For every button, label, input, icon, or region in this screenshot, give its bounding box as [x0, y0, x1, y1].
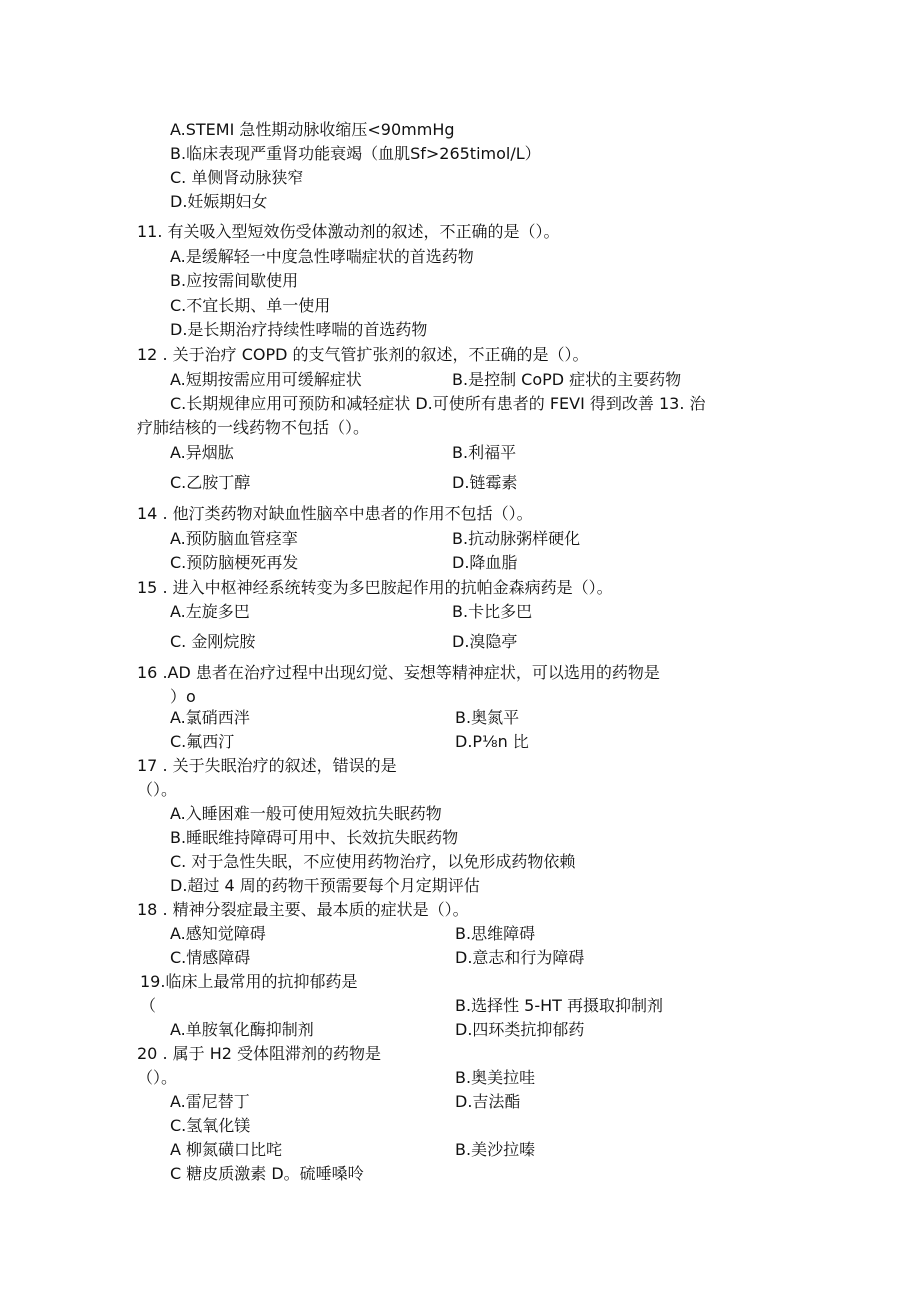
- option-line: A.入睡困难一般可使用短效抗失眠药物: [170, 804, 442, 823]
- option-line: C. 对于急性失眠，不应使用药物治疗，以免形成药物依赖: [170, 852, 576, 871]
- option-line: C 糖皮质激素 D。硫唾嗓呤: [170, 1164, 364, 1183]
- option-line: C.情感障碍: [170, 948, 251, 967]
- option-line: D.超过 4 周的药物干预需要每个月定期评估: [170, 876, 480, 895]
- option-line: D.是长期治疗持续性哮喘的首选药物: [170, 320, 428, 339]
- option-line: A.氯硝西泮: [170, 708, 250, 727]
- option-line: B.思维障碍: [455, 924, 536, 943]
- option-line: C.氢氧化镁: [170, 1116, 251, 1135]
- option-line: D.意志和行为障碍: [455, 948, 585, 967]
- option-line: C.乙胺丁醇: [170, 473, 251, 492]
- option-line: C. 单侧肾动脉狭窄: [170, 168, 304, 187]
- option-line: C.长期规律应用可预防和减轻症状 D.可使所有患者的 FEVI 得到改善 13. 治: [170, 394, 706, 413]
- question-line: （）。: [137, 780, 178, 799]
- option-line: C.预防脑梗死再发: [170, 553, 299, 572]
- option-line: B.美沙拉嗪: [455, 1140, 536, 1159]
- option-line: D.链霉素: [452, 473, 518, 492]
- option-line: B.抗动脉粥样硬化: [452, 529, 581, 548]
- option-line: D.吉法酯: [455, 1092, 521, 1111]
- option-line: C.氟西汀: [170, 732, 235, 751]
- option-line: B.奥美拉哇: [455, 1068, 536, 1087]
- option-line: A.异烟肱: [170, 443, 234, 462]
- option-line: A.预防脑血管痉挛: [170, 529, 298, 548]
- option-line: A.STEMI 急性期动脉收缩压<90mmHg: [170, 120, 455, 139]
- option-line: A.单胺氧化酶抑制剂: [170, 1020, 314, 1039]
- option-line: B.临床表现严重肾功能衰竭（血肌Sf>265timol/L）: [170, 144, 541, 163]
- option-line: A.感知觉障碍: [170, 924, 266, 943]
- option-line: A.雷尼替丁: [170, 1092, 250, 1111]
- option-line: B.是控制 CoPD 症状的主要药物: [452, 370, 682, 389]
- question-line: （: [140, 996, 157, 1015]
- option-line: D.妊娠期妇女: [170, 192, 268, 211]
- question-line: ）o: [170, 687, 196, 706]
- option-line: A.短期按需应用可缓解症状: [170, 370, 362, 389]
- option-line: D.降血脂: [452, 553, 518, 572]
- option-line: B.睡眠维持障碍可用中、长效抗失眠药物: [170, 828, 459, 847]
- option-line: A 柳氮磺口比咤: [170, 1140, 283, 1159]
- option-line: B.应按需间歇使用: [170, 271, 299, 290]
- question-line: 19.临床上最常用的抗抑郁药是: [140, 972, 358, 991]
- question-line: 11. 有关吸入型短效伤受体激动剂的叙述，不正确的是（）。: [137, 222, 560, 241]
- question-line: 疗肺结核的一线药物不包括（）。: [137, 418, 370, 437]
- question-line: （）。: [137, 1068, 178, 1087]
- option-line: D.四环类抗抑郁药: [455, 1020, 585, 1039]
- question-line: 16 .AD 患者在治疗过程中出现幻觉、妄想等精神症状，可以选用的药物是: [137, 663, 660, 682]
- question-line: 15 . 进入中枢神经系统转变为多巴胺起作用的抗帕金森病药是（）。: [137, 578, 613, 597]
- option-line: B.卡比多巴: [452, 602, 533, 621]
- question-line: 17 . 关于失眠治疗的叙述，错误的是: [137, 756, 397, 775]
- option-line: B.利福平: [452, 443, 517, 462]
- option-line: D.P⅛n 比: [455, 732, 529, 751]
- question-line: 14 . 他汀类药物对缺血性脑卒中患者的作用不包括（）。: [137, 504, 533, 523]
- option-line: A.左旋多巴: [170, 602, 250, 621]
- option-line: B.选择性 5-HT 再摄取抑制剂: [455, 996, 663, 1015]
- option-line: C. 金刚烷胺: [170, 632, 256, 651]
- question-line: 12 . 关于治疗 COPD 的支气管扩张剂的叙述，不正确的是（）。: [137, 345, 589, 364]
- option-line: B.奥氮平: [455, 708, 520, 727]
- option-line: C.不宜长期、单一使用: [170, 296, 331, 315]
- option-line: D.溴隐亭: [452, 632, 518, 651]
- option-line: A.是缓解轻一中度急性哮喘症状的首选药物: [170, 247, 474, 266]
- question-line: 18 . 精神分裂症最主要、最本质的症状是（）。: [137, 900, 469, 919]
- question-line: 20 . 属于 H2 受体阻滞剂的药物是: [137, 1044, 382, 1063]
